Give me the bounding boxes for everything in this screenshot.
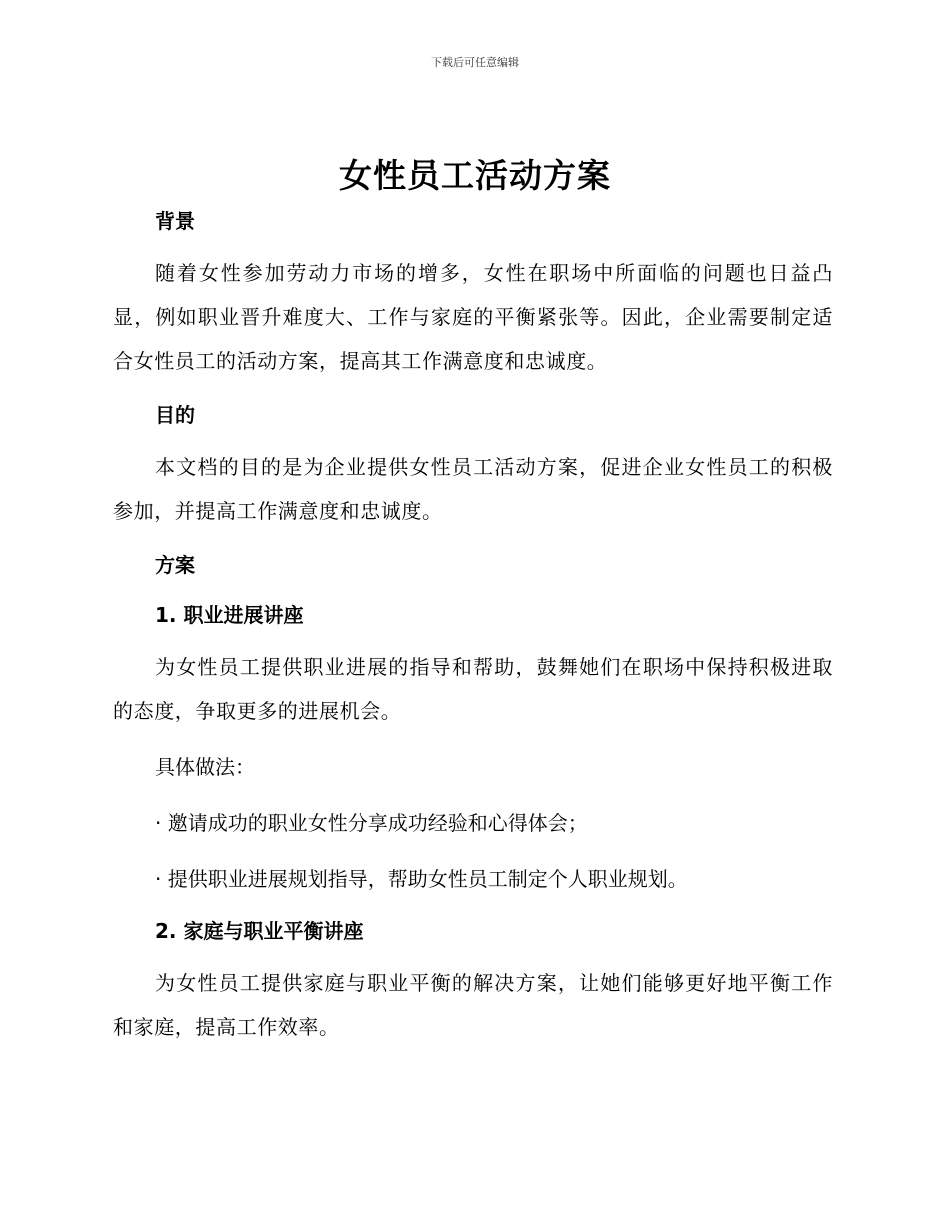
method-label: 具体做法：: [155, 755, 255, 779]
subsection-heading-balance: 2. 家庭与职业平衡讲座: [155, 919, 364, 943]
paragraph-career: 为女性员工提供职业进展的指导和帮助，鼓舞她们在职场中保持积极进取的态度，争取更多的进展机会。: [113, 655, 833, 723]
paragraph-purpose: 本文档的目的是为企业提供女性员工活动方案，促进企业女性员工的积极参加，并提高工作满意度和忠诚度。: [113, 455, 833, 523]
section-heading-background: 背景: [155, 209, 195, 233]
document-title: 女性员工活动方案: [339, 156, 611, 195]
section-heading-plan: 方案: [155, 553, 195, 577]
paragraph-background: 随着女性参加劳动力市场的增多，女性在职场中所面临的问题也日益凸显，例如职业晋升难度大、工作与家庭的平衡紧张等。因此，企业需要制定适合女性员工的活动方案，提高其工作满意度和忠诚度。: [113, 261, 833, 373]
paragraph-balance: 为女性员工提供家庭与职业平衡的解决方案，让她们能够更好地平衡工作和家庭，提高工作效率。: [113, 971, 833, 1039]
section-heading-purpose: 目的: [155, 403, 195, 427]
subsection-heading-career: 1. 职业进展讲座: [155, 603, 304, 627]
list-item: · 邀请成功的职业女性分享成功经验和心得体会；: [155, 811, 588, 835]
list-item: · 提供职业进展规划指导，帮助女性员工制定个人职业规划。: [155, 867, 688, 891]
document-body: [113, 203, 833, 1049]
header-note: 下载后可任意编辑: [431, 56, 519, 69]
